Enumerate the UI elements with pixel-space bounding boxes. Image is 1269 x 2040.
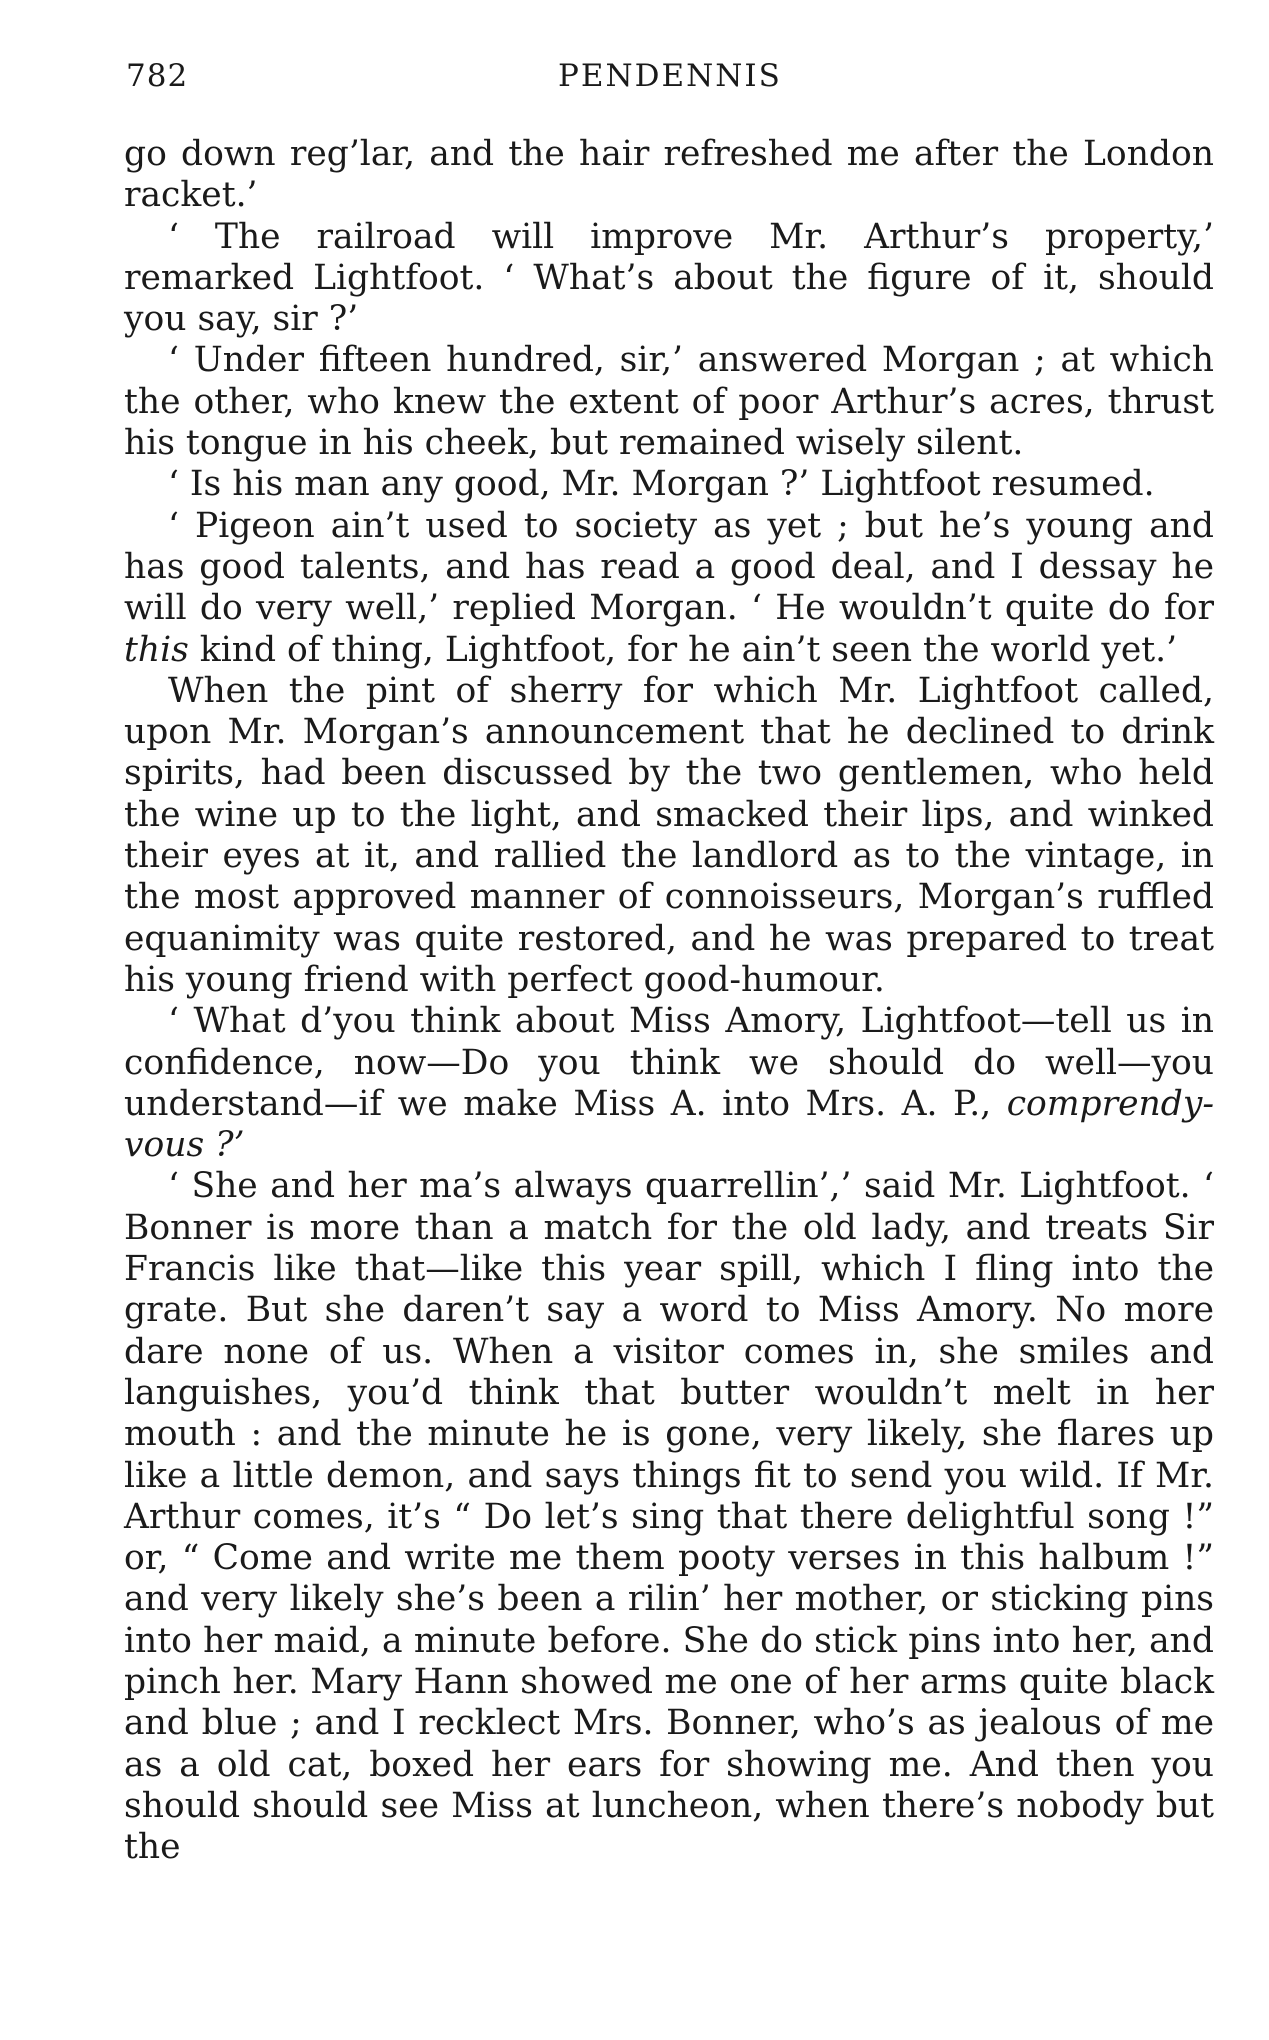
text-segment: kind of thing, Lightfoot, for he ain’t seen the world yet.’: [188, 629, 1178, 670]
page-number: 782: [126, 58, 189, 94]
paragraph: [124, 217, 1214, 341]
running-head: [126, 58, 1206, 98]
paragraph: [124, 464, 1214, 505]
text-segment: ‘ Under fifteen hundred, sir,’ answered Morgan ; at which the other, who knew the extent of poor Arthur’s acres, thrust his tongue in his cheek, but remained wisely silent.: [124, 340, 1214, 464]
text-segment: ‘ She and her ma’s always quarrellin’,’ said Mr. Lightfoot. ‘ Bonner is more than a match for the old lady, and treats Sir Francis like that—like this year spill, which I fling into the grate. But she daren’t say a word to Miss Amory. No more dare none of us. When a visitor comes in, she smiles and languishes, you’d think that butter wouldn’t melt in her mouth : and the minute he is gone, very likely, she flares up like a little demon, and says things fit to send you wild. If Mr. Arthur comes, it’s “ Do let’s sing that there delightful song !” or, “ Come and write me them pooty verses in this halbum !” and very likely she’s been a rilin’ her mother, or sticking pins into her maid, a minute before. She do stick pins into her, and pinch her. Mary Hann showed me one of her arms quite black and blue ; and I recklect Mrs. Bonner, who’s as jealous of me as a old cat, boxed her ears for showing me. And then you should should see Miss at luncheon, when there’s nobody but the: [124, 1166, 1214, 1868]
text-segment: go down reg’lar, and the hair refreshed me after the London racket.’: [124, 134, 1214, 216]
paragraph: [124, 340, 1214, 464]
running-title: PENDENNIS: [558, 58, 782, 94]
paragraph: [124, 1001, 1214, 1166]
paragraph: [124, 506, 1214, 671]
italic-text-segment: comprendy-vous ?’: [124, 1083, 1214, 1166]
italic-text-segment: this: [124, 629, 189, 670]
paragraph: [124, 1166, 1214, 1868]
text-segment: ‘ What d’you think about Miss Amory, Lightfoot—tell us in confidence, now—Do you think we should do well—you understand—if we make Miss A. into Mrs. A. P.,: [124, 1001, 1214, 1124]
paragraph: [124, 134, 1214, 217]
text-segment: ‘ The railroad will improve Mr. Arthur’s property,’ remarked Lightfoot. ‘ What’s about the figure of it, should you say, sir ?’: [124, 216, 1214, 340]
paragraph: [124, 671, 1214, 1001]
text-body: [124, 134, 1214, 1868]
text-segment: ‘ Pigeon ain’t used to society as yet ; but he’s young and has good talents, and has read a good deal, and I dessay he will do very well,’ replied Morgan. ‘ He wouldn’t quite do for: [124, 505, 1214, 629]
text-segment: When the pint of sherry for which Mr. Lightfoot called, upon Mr. Morgan’s announcement that he declined to drink spirits, had been discussed by the two gentlemen, who held the wine up to the light, and smacked their lips, and winked their eyes at it, and rallied the landlord as to the vintage, in the most approved manner of connoisseurs, Morgan’s ruffled equanimity was quite restored, and he was prepared to treat his young friend with perfect good-humour.: [124, 670, 1214, 1000]
text-segment: ‘ Is his man any good, Mr. Morgan ?’ Lightfoot resumed.: [168, 464, 1155, 505]
